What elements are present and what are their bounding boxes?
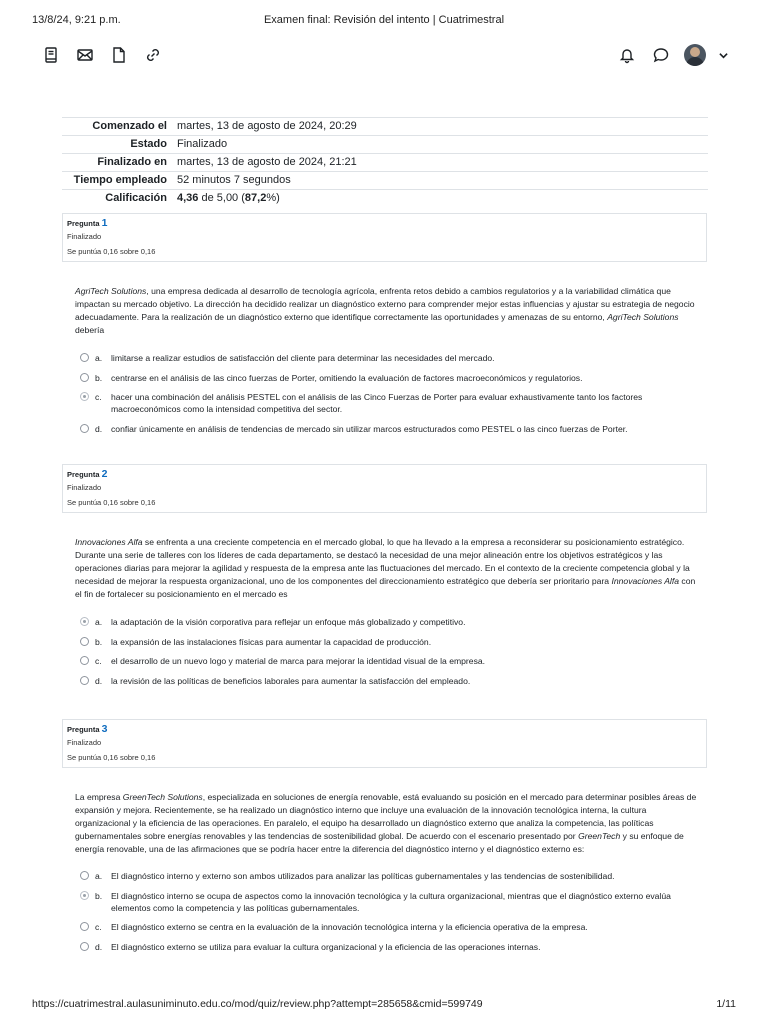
question-text-part: , una empresa dedicada al desarrollo de tecnología agrícola, enfrenta retos debido a cambios regulatorios y a la variabilidad climática que impactan su mercado objetivo. La dirección ha decidido realizar un diagnóstico externo para comprender mejor estas influencias y ajustar su estrategia de negocio adecuadamente. Para la realización de un diagnóstico externo que identifique correctamente las oportunidades y amenazas de su entorno, [75, 286, 695, 322]
option-text: El diagnóstico interno se ocupa de aspectos como la innovación tecnológica y la cultura organizacional, mientras que el diagnóstico externo evalúa elementos como la competencia y las políticas gubernamentales. [111, 890, 671, 913]
option-letter: b. [95, 372, 103, 383]
question-label: Pregunta [67, 219, 100, 228]
question-text-part: AgriTech Solutions [607, 312, 679, 322]
question-text-part: se enfrenta a una creciente competencia en el mercado global, lo que ha llevado a la empresa a reconsiderar su posicionamiento estratégico. Durante una serie de talleres con los líderes de cada departamento, se destacó la necesidad de una mejor alineación entre los objetivos estratégicos y las operaciones diarias para mejorar la agilidad y respuesta de la empresa ante las fluctuaciones del mercado. En el contexto de la creciente competencia global y la necesidad de mejorar la respuesta organizacional, uno de los componentes del direccionamiento estratégico que debería ser prioritario para [75, 537, 690, 586]
answer-option[interactable] [80, 870, 700, 882]
option-text: la revisión de las políticas de beneficios laborales para aumentar la satisfacción del empleado. [111, 675, 471, 686]
radio-button[interactable] [80, 353, 89, 362]
book-icon[interactable] [40, 44, 62, 66]
answer-option[interactable] [80, 941, 700, 953]
answer-option[interactable] [80, 890, 700, 914]
question-grade: Se puntúa 0,16 sobre 0,16 [67, 498, 156, 507]
attempt-summary-table [62, 117, 708, 207]
question-text-part: AgriTech Solutions [75, 286, 147, 296]
answer-option[interactable] [80, 616, 700, 628]
radio-button[interactable] [80, 373, 89, 382]
question-number-value: 3 [101, 723, 108, 735]
print-url: https://cuatrimestral.aulasuniminuto.edu.co/mod/quiz/review.php?attempt=285658&cmid=599749 [32, 998, 483, 1010]
print-header [32, 14, 736, 32]
question-text-part: La empresa [75, 792, 123, 802]
print-title: Examen final: Revisión del intento | Cuatrimestral [263, 14, 505, 26]
summary-row-grade [62, 190, 708, 208]
question-grade: Se puntúa 0,16 sobre 0,16 [67, 753, 156, 762]
answer-option[interactable] [80, 352, 700, 364]
print-page-number: 1/11 [716, 998, 736, 1010]
summary-label: Finalizado en [62, 154, 172, 172]
question-number [67, 217, 702, 229]
summary-value: martes, 13 de agosto de 2024, 20:29 [172, 118, 708, 136]
radio-button[interactable] [80, 942, 89, 951]
radio-button-checked[interactable] [80, 392, 89, 401]
grade-percent: 87,2 [244, 192, 267, 204]
question-text [75, 285, 700, 337]
answer-option[interactable] [80, 391, 700, 415]
question-number [67, 468, 702, 480]
option-letter: c. [95, 392, 102, 402]
question-state: Finalizado [67, 232, 102, 241]
option-text: la expansión de las instalaciones físicas para aumentar la capacidad de producción. [111, 636, 432, 647]
radio-button[interactable] [80, 424, 89, 433]
answer-option[interactable] [80, 655, 700, 667]
summary-value: martes, 13 de agosto de 2024, 21:21 [172, 154, 708, 172]
chat-icon[interactable] [650, 44, 672, 66]
option-text: confiar únicamente en análisis de tendencias de mercado sin utilizar marcos estructurados como PESTEL o las cinco fuerzas de Porter. [111, 423, 628, 434]
option-letter: b. [95, 890, 103, 901]
grade-score: 4,36 [177, 192, 199, 204]
question-text-part: GreenTech Solutions [122, 792, 203, 802]
radio-button[interactable] [80, 637, 89, 646]
summary-row-finished [62, 154, 708, 172]
user-avatar[interactable] [684, 44, 706, 66]
question-text [75, 791, 700, 856]
question-number-value: 2 [101, 468, 108, 480]
summary-label: Estado [62, 136, 172, 154]
print-datetime: 13/8/24, 9:21 p.m. [32, 14, 121, 26]
mail-icon[interactable] [74, 44, 96, 66]
chevron-down-icon[interactable] [718, 44, 728, 66]
answer-option[interactable] [80, 372, 700, 384]
link-icon[interactable] [142, 44, 164, 66]
question-grade: Se puntúa 0,16 sobre 0,16 [67, 247, 156, 256]
document-icon[interactable] [108, 44, 130, 66]
question-text-part: , especializada en soluciones de energía renovable, está evaluando su posición en el mercado para determinar posibles áreas de expansión y mejora. Recientemente, se ha realizado un diagnóstico interno que incluye una evaluación de la innovación tecnológica interna, la cultura organizacional y la eficiencia de las operaciones. En paralelo, el equipo ha desarrollado un diagnóstico externo que analiza la competencia, las políticas gubernamentales sobre energías renovables y las tendencias de sostenibilidad global. De acuerdo con el escenario presentado por [75, 792, 697, 841]
grade-out-of: de 5,00 ( [198, 192, 245, 204]
option-text: limitarse a realizar estudios de satisfacción del cliente para determinar las necesidades del mercado. [111, 353, 495, 363]
question-text-part: debería [75, 325, 105, 335]
option-text: El diagnóstico externo se utiliza para evaluar la cultura organizacional y la eficiencia de las operaciones internas. [111, 941, 541, 952]
answer-options [80, 616, 700, 694]
question-state: Finalizado [67, 738, 102, 747]
question-text-part: con el fin de fortalecer su posicionamiento en el mercado es [75, 576, 696, 599]
option-text: la adaptación de la visión corporativa para reflejar un enfoque más globalizado y competitivo. [111, 617, 466, 627]
summary-value [172, 190, 708, 208]
option-text: El diagnóstico interno y externo son ambos utilizados para analizar las políticas gubernamentales y las tendencias de sostenibilidad. [111, 871, 615, 881]
option-letter: d. [95, 675, 103, 686]
answer-option[interactable] [80, 636, 700, 648]
option-letter: c. [95, 656, 102, 666]
question-state: Finalizado [67, 483, 102, 492]
top-toolbar [40, 44, 728, 70]
question-info-box [62, 213, 707, 262]
question-text-part: Innovaciones Alfa [75, 537, 143, 547]
summary-row-started [62, 118, 708, 136]
toolbar-left-icons [40, 44, 164, 66]
option-letter: d. [95, 423, 103, 434]
toolbar-right-icons [616, 44, 728, 66]
question-info-box [62, 719, 707, 768]
option-letter: a. [95, 617, 103, 627]
question-text [75, 536, 700, 601]
option-text: hacer una combinación del análisis PESTEL con el análisis de las Cinco Fuerzas de Porter para evaluar exhaustivamente tanto los factores macroeconómicos como la intensidad competitiva del sector. [111, 392, 643, 414]
radio-button[interactable] [80, 656, 89, 665]
summary-value: Finalizado [172, 136, 708, 154]
answer-option[interactable] [80, 921, 700, 933]
radio-button-checked[interactable] [80, 617, 89, 626]
question-number-value: 1 [101, 217, 108, 229]
question-label: Pregunta [67, 470, 100, 479]
question-label: Pregunta [67, 725, 100, 734]
radio-button[interactable] [80, 922, 89, 931]
grade-close: %) [266, 192, 280, 204]
answer-option[interactable] [80, 423, 700, 435]
answer-options [80, 870, 700, 960]
question-info-box [62, 464, 707, 513]
option-letter: a. [95, 353, 103, 363]
option-text: el desarrollo de un nuevo logo y material de marca para mejorar la identidad visual de la empresa. [111, 656, 486, 666]
bell-icon[interactable] [616, 44, 638, 66]
summary-label: Comenzado el [62, 118, 172, 136]
print-footer [32, 998, 736, 1010]
option-text: centrarse en el análisis de las cinco fuerzas de Porter, omitiendo la evaluación de factores macroeconómicos y regulatorios. [111, 372, 583, 383]
option-letter: b. [95, 636, 103, 647]
option-letter: c. [95, 922, 102, 932]
question-text-part: GreenTech [578, 831, 621, 841]
question-text-part: y su enfoque de energía renovable, una de las afirmaciones que se podría hacer entre la diferencia del diagnóstico interno y el diagnóstico externo es: [75, 831, 684, 854]
summary-row-state [62, 136, 708, 154]
question-text-part: Innovaciones Alfa [611, 576, 680, 586]
option-letter: d. [95, 941, 103, 952]
summary-row-time-taken [62, 172, 708, 190]
summary-value: 52 minutos 7 segundos [172, 172, 708, 190]
radio-button[interactable] [80, 676, 89, 685]
radio-button[interactable] [80, 871, 89, 880]
question-number [67, 723, 702, 735]
summary-label: Calificación [62, 190, 172, 208]
answer-option[interactable] [80, 675, 700, 687]
answer-options [80, 352, 700, 442]
option-letter: a. [95, 871, 103, 881]
summary-label: Tiempo empleado [62, 172, 172, 190]
radio-button-checked[interactable] [80, 891, 89, 900]
option-text: El diagnóstico externo se centra en la evaluación de la innovación tecnológica interna y la eficiencia operativa de la empresa. [111, 922, 588, 932]
